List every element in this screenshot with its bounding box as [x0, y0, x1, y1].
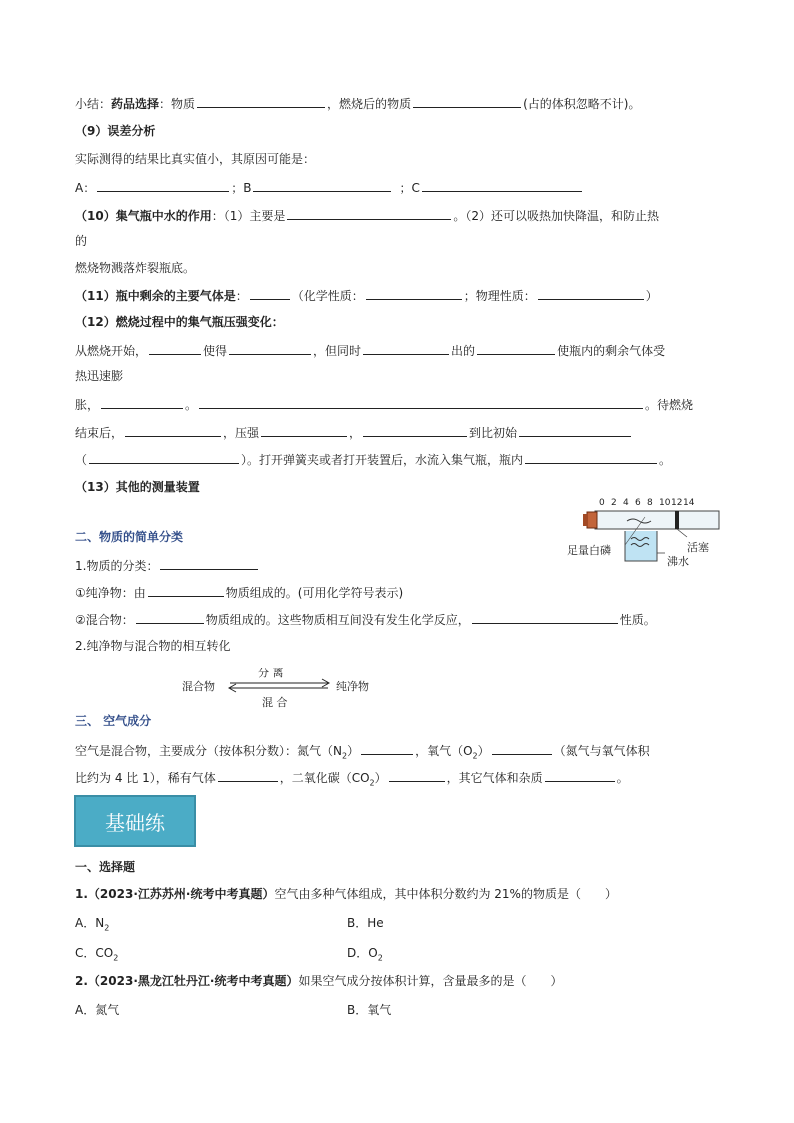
part3-title: 三、 空气成分 [75, 714, 152, 728]
blank [261, 424, 347, 437]
q1-option-b[interactable]: B．He [347, 916, 384, 930]
label-water: 沸水 [667, 555, 689, 568]
text: 结束后， [75, 426, 124, 440]
ruler-tick-label: 6 [635, 498, 641, 508]
rubber-stopper [587, 512, 597, 528]
glass-tube [595, 511, 719, 529]
summary-text: (占的体积忽略不计)。 [523, 97, 641, 111]
label-a: A： [75, 181, 96, 195]
q1-option-d[interactable] [347, 945, 383, 966]
text: （ [75, 453, 88, 467]
summary-bold: 药品选择 [111, 97, 160, 111]
blank [250, 287, 290, 300]
text: 热迅速膨 [75, 369, 124, 383]
blank [229, 342, 311, 355]
text: 胀， [75, 398, 100, 412]
blank [472, 611, 618, 624]
text: 物质组成的。(可用化学符号表示) [225, 586, 404, 600]
blank [519, 424, 631, 437]
section-12-line3 [75, 396, 693, 413]
subscript: 2 [369, 778, 375, 788]
q2-option-a[interactable]: A．氮气 [75, 1003, 120, 1017]
text: CO [95, 946, 114, 960]
text: N [95, 916, 105, 930]
ruler-tick-label: 12 [671, 498, 683, 508]
blank [101, 396, 183, 409]
text: ，二氧化碳（CO [279, 771, 370, 785]
measurement-apparatus-diagram [565, 493, 725, 573]
question-1 [75, 886, 617, 902]
text: ） [645, 289, 658, 303]
section-12-line4 [75, 424, 633, 441]
ruler-tick-label: 2 [611, 498, 617, 508]
label-piston: 活塞 [687, 541, 709, 554]
text: ，其它气体和杂质 [446, 771, 543, 785]
question-2 [75, 973, 562, 989]
blank [366, 287, 462, 300]
blank [389, 769, 445, 782]
q-text: 如果空气成分按体积计算，含量最多的是（ ） [298, 974, 563, 988]
text: 从燃烧开始， [75, 344, 148, 358]
blank [89, 451, 239, 464]
section-12-line5 [75, 451, 671, 468]
q-source: （2023·黑龙江牡丹江·统考中考真题） [87, 974, 299, 988]
section-10-title: （10）集气瓶中水的作用 [75, 209, 212, 223]
blank [545, 769, 615, 782]
text: 燃烧物溅落炸裂瓶底。 [75, 261, 196, 275]
text: 。待燃烧 [645, 398, 694, 412]
text: C． [75, 946, 96, 960]
text: 的 [75, 234, 88, 248]
apparatus-svg [565, 493, 725, 573]
section-13-title: （13）其他的测量装置 [75, 480, 200, 494]
section-12-title: （12）燃烧过程中的集气瓶压强变化： [75, 315, 284, 329]
pointer-line [677, 529, 687, 537]
text: （氮气与氧气体积 [553, 744, 650, 758]
part3-line2 [75, 769, 629, 791]
summary-text: ，燃烧后的 [327, 97, 388, 111]
blank [136, 611, 204, 624]
blank [148, 584, 224, 597]
text: D． [347, 946, 369, 960]
text: ，压强 [223, 426, 260, 440]
ruler-tick-label: 4 [623, 498, 629, 508]
blank [160, 557, 258, 570]
separate-label: 分 离 [258, 668, 284, 679]
section-9-answers [75, 179, 584, 196]
stopper-end [583, 514, 588, 526]
text: ①纯净物：由 [75, 586, 146, 600]
text: ，氧气（O [415, 744, 473, 758]
text: 。 [185, 398, 198, 412]
part2-pure [75, 584, 403, 601]
mixture-label: 混合物 [182, 680, 215, 693]
subscript: 2 [104, 923, 110, 933]
text: ；物理性质： [463, 289, 536, 303]
part2-title: 二、物质的简单分类 [75, 530, 184, 544]
piston [675, 511, 679, 529]
blank [538, 287, 644, 300]
text: 1.物质的分类： [75, 559, 159, 573]
label-phosphorus: 足量白磷 [567, 544, 611, 557]
text: 比约为 4 比 1），稀有气体 [75, 771, 216, 785]
text: 到比初始 [469, 426, 518, 440]
text: ）。打开弹簧夹或者打开装置后，水流入集气瓶，瓶内 [241, 453, 524, 467]
part2-q2: 2.纯净物与混合物的相互转化 [75, 639, 231, 653]
text: 出的 [451, 344, 476, 358]
blank [253, 179, 391, 192]
text: 使瓶内的剩余气体受 [557, 344, 666, 358]
conversion-diagram [180, 668, 400, 712]
practice-banner: 基础练 [74, 795, 196, 847]
text: ， [349, 426, 362, 440]
summary-label: 小结： [75, 97, 112, 111]
blank [361, 742, 413, 755]
text: ） [374, 771, 387, 785]
blank [97, 179, 229, 192]
blank [287, 207, 451, 220]
section-11-title: （11）瓶中剩余的主要气体是 [75, 289, 236, 303]
summary-text: ：物质 [159, 97, 196, 111]
exercise-title: 一、选择题 [75, 860, 136, 874]
text: ，但同时 [313, 344, 362, 358]
mix-label: 混 合 [262, 696, 288, 709]
blank [125, 424, 221, 437]
ruler-tick-label: 8 [647, 498, 653, 508]
q-number: 2. [75, 974, 88, 988]
blank [363, 342, 449, 355]
q1-option-a[interactable] [75, 915, 109, 936]
text: ： [235, 289, 248, 303]
text: 空气是混合物，主要成分（按体积分数）：氮气（N [75, 744, 342, 758]
text: A． [75, 916, 96, 930]
ruler-tick-label: 0 [599, 498, 605, 508]
blank [199, 396, 643, 409]
subscript: 2 [377, 953, 383, 963]
section-10-line [75, 207, 659, 224]
summary-text: 物质 [387, 97, 412, 111]
blank [149, 342, 201, 355]
blank [363, 424, 467, 437]
blank [197, 95, 325, 108]
subscript: 2 [341, 751, 348, 761]
text: 物质组成的。这些物质相互间没有发生化学反应， [205, 613, 470, 627]
part2-mixture [75, 611, 656, 628]
text: ） [477, 744, 490, 758]
text: （化学性质： [291, 289, 364, 303]
q2-option-b[interactable]: B．氧气 [347, 1003, 392, 1017]
q-number: 1. [75, 887, 88, 901]
label-c: ；C [399, 181, 420, 195]
text: 。 [659, 453, 672, 467]
blank [218, 769, 278, 782]
text: 。 [616, 771, 629, 785]
conversion-svg [180, 668, 400, 712]
text: ） [347, 744, 360, 758]
label-b: ；B [231, 181, 252, 195]
q1-option-c[interactable] [75, 945, 118, 966]
blank [422, 179, 582, 192]
blank [477, 342, 555, 355]
ruler-tick-label: 14 [683, 498, 695, 508]
text: ②混合物： [75, 613, 134, 627]
ruler-tick-label: 10 [659, 498, 671, 508]
subscript: 2 [472, 751, 478, 761]
part3-line1 [75, 742, 650, 764]
subscript: 2 [113, 953, 119, 963]
blank [492, 742, 552, 755]
text: 性质。 [619, 613, 656, 627]
text: ：（1）主要是 [211, 209, 286, 223]
pure-label: 纯净物 [336, 680, 369, 693]
blank [413, 95, 521, 108]
blank [525, 451, 657, 464]
text: O [368, 946, 378, 960]
part2-q1 [75, 557, 260, 574]
section-12-line1 [75, 342, 665, 359]
section-9-title: （9）误差分析 [75, 124, 156, 138]
q-text: 空气由多种气体组成，其中体积分数约为 21%的物质是（ ） [274, 887, 617, 901]
text: 使得 [203, 344, 228, 358]
summary-line [75, 95, 640, 112]
section-9-intro: 实际测得的结果比真实值小，其原因可能是： [75, 152, 316, 166]
text: 。（2）还可以吸热加快降温，和防止热 [453, 209, 659, 223]
section-11-line [75, 287, 658, 304]
q-source: （2023·江苏苏州·统考中考真题） [87, 887, 275, 901]
